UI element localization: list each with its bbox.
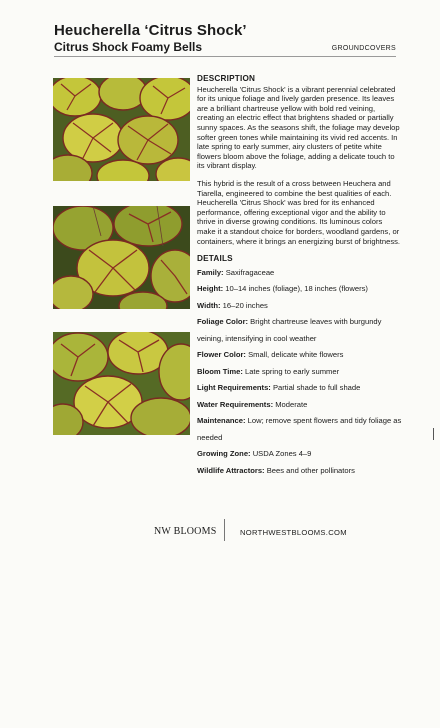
detail-label: Growing Zone:: [197, 449, 251, 459]
details-heading: DETAILS: [197, 254, 233, 264]
page-edge-mark: [433, 428, 434, 440]
detail-wildlife-attractors: [197, 463, 402, 480]
detail-value: Low; remove spent flowers and tidy foliage as needed: [197, 416, 402, 442]
detail-light-requirements: [197, 380, 402, 397]
detail-water-requirements: [197, 397, 402, 414]
category-label: GROUNDCOVERS: [331, 45, 396, 52]
detail-value: Moderate: [275, 399, 308, 409]
detail-width: [197, 298, 402, 315]
detail-value: Saxifragaceae: [225, 267, 275, 277]
description-paragraph-1: Heucherella 'Citrus Shock' is a vibrant perennial celebrated for its unique foliage and lively garden presence. Its leaves are a brilliant chartreuse yellow with bold red veining, creating an electric effect that brightens shaded or partially sunny spaces. As the seasons shift, the foliage may develop softer green tones while maintaining its vivid red accents. In late spring to early summer, airy clusters of petite white flowers bloom above the foliage, adding a delicate touch to its vibrant display.: [197, 84, 400, 171]
details-section: [197, 254, 402, 479]
page-title: Heucherella ‘Citrus Shock’: [54, 22, 247, 39]
brand-logo: NW BLOOMS: [154, 526, 217, 537]
website-link[interactable]: NORTHWESTBLOOMS.COM: [240, 528, 347, 537]
description-heading: DESCRIPTION: [197, 74, 256, 83]
content-column: [197, 74, 402, 479]
detail-value: USDA Zones 4–9: [252, 449, 312, 459]
detail-value: Small, delicate white flowers: [248, 350, 344, 360]
detail-maintenance: [197, 413, 402, 446]
page-subtitle: Citrus Shock Foamy Bells: [54, 40, 203, 54]
detail-label: Wildlife Attractors:: [197, 465, 265, 475]
detail-label: Foliage Color:: [197, 317, 249, 327]
detail-label: Maintenance:: [197, 416, 246, 426]
detail-height: [197, 281, 402, 298]
detail-foliage-color: [197, 314, 402, 347]
detail-value: Bees and other pollinators: [266, 465, 355, 475]
detail-bloom-time: [197, 364, 402, 381]
header-divider: [54, 56, 396, 57]
detail-value: Bright chartreuse leaves with burgundy veining, intensifying in cool weather: [197, 317, 382, 343]
detail-family: [197, 265, 402, 282]
detail-label: Width:: [197, 300, 221, 310]
detail-growing-zone: [197, 446, 402, 463]
plant-photo-1: [53, 78, 190, 181]
detail-label: Family:: [197, 267, 224, 277]
detail-value: Late spring to early summer: [244, 366, 340, 376]
detail-value: Partial shade to full shade: [272, 383, 361, 393]
detail-label: Bloom Time:: [197, 366, 243, 376]
detail-value: 16–20 inches: [222, 300, 268, 310]
detail-label: Height:: [197, 284, 224, 294]
detail-label: Light Requirements:: [197, 383, 271, 393]
detail-label: Water Requirements:: [197, 399, 274, 409]
detail-label: Flower Color:: [197, 350, 246, 360]
plant-photo-2: [53, 206, 190, 309]
detail-flower-color: [197, 347, 402, 364]
footer-divider: [224, 519, 225, 541]
detail-value: 10–14 inches (foliage), 18 inches (flowers): [225, 284, 368, 294]
description-paragraph-2: This hybrid is the result of a cross between Heuchera and Tiarella, engineered to combine the best qualities of each. Heucherella 'Citrus Shock' was bred for its enhanced performance, offering exceptional vigor and the ability to thrive in diverse growing conditions. Its luminous colors make it a standout choice for borders, woodland gardens, or containers, where it brings an energizing burst of brightness.: [197, 178, 401, 246]
plant-photo-3: [53, 332, 190, 435]
